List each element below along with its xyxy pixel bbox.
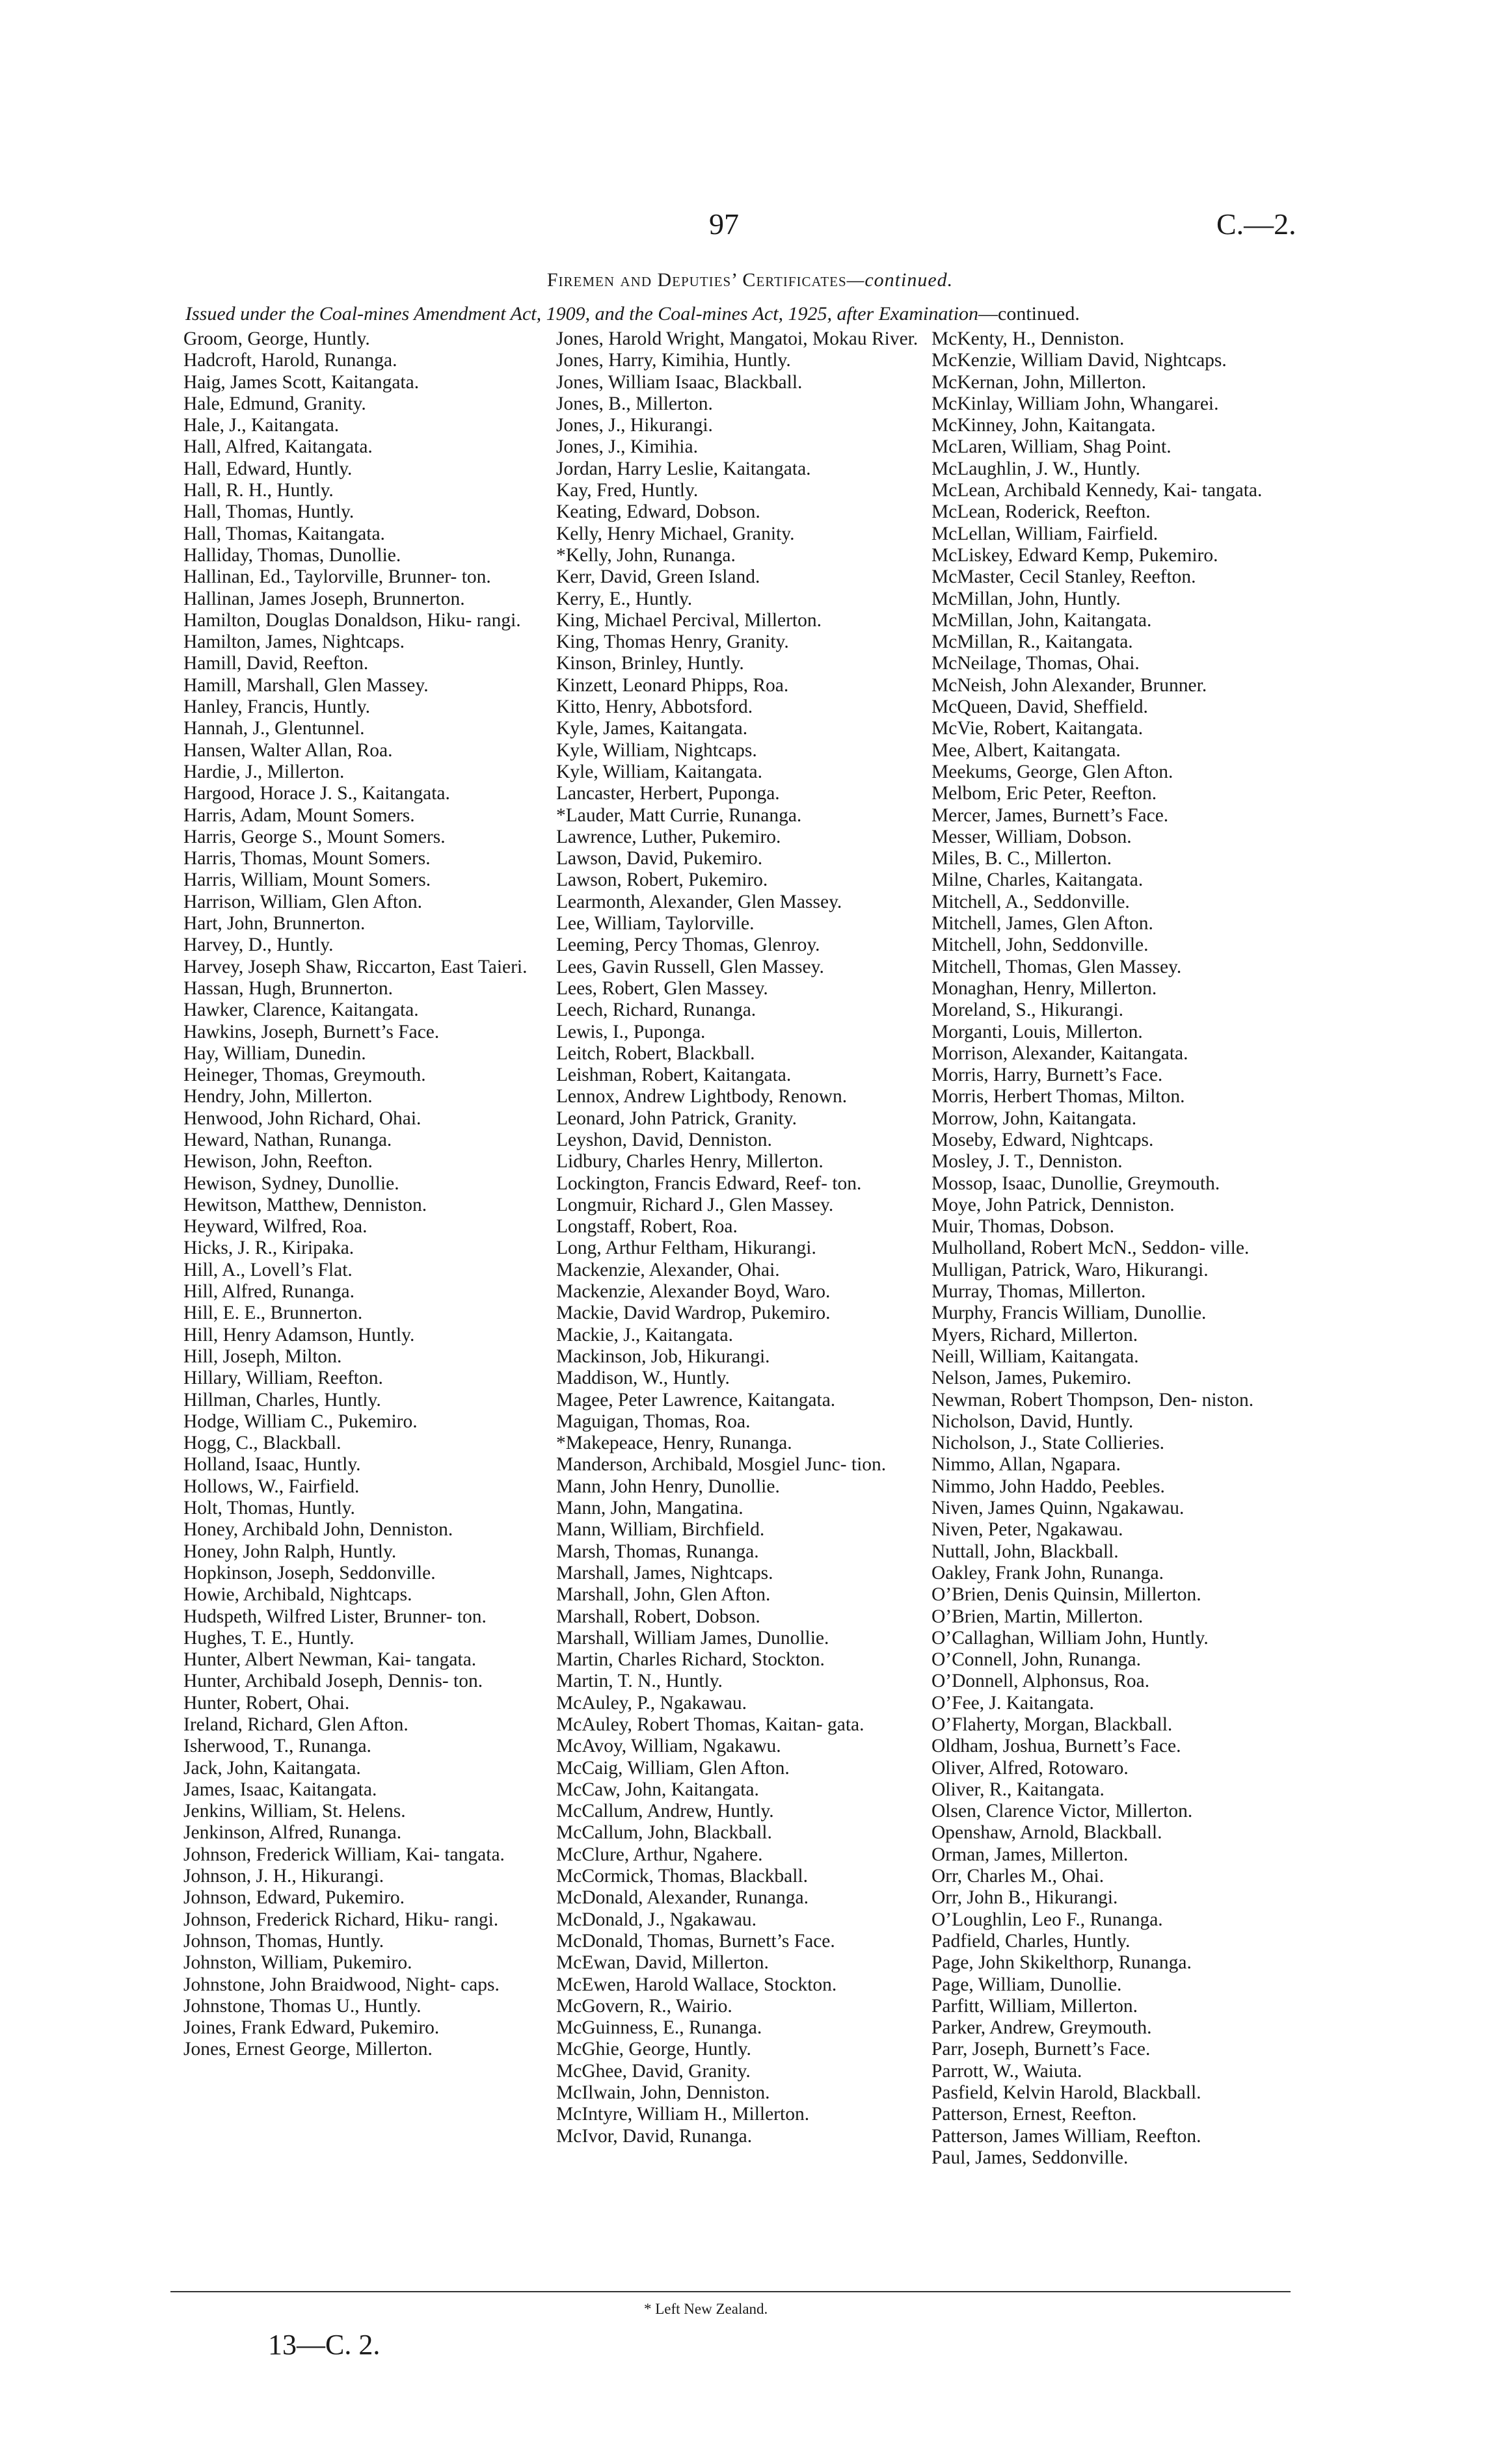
certificate-entry: McEwen, Harold Wallace, Stockton. [556, 1974, 837, 1995]
certificate-entry: Hopkinson, Joseph, Seddonville. [183, 1562, 436, 1583]
certificate-entry: Hewison, John, Reefton. [183, 1151, 373, 1172]
certificate-entry: Learmonth, Alexander, Glen Massey. [556, 891, 842, 912]
certificate-entry: McNeilage, Thomas, Ohai. [931, 653, 1140, 674]
certificate-entry: Hewison, Sydney, Dunollie. [183, 1172, 399, 1194]
certificate-entry: Hamill, David, Reefton. [183, 653, 369, 674]
section-title-main: Firemen and Deputies’ Certificates [546, 269, 847, 291]
certificate-entry: Hicks, J. R., Kiripaka. [183, 1238, 355, 1259]
certificate-entry: Olsen, Clarence Victor, Millerton. [931, 1801, 1193, 1822]
section-title-suffix: —continued. [846, 269, 954, 291]
certificate-entry: Hamill, Marshall, Glen Massey. [183, 674, 429, 696]
certificate-entry: McKenzie, William David, Nightcaps. [931, 350, 1227, 371]
certificate-entry: Miles, B. C., Millerton. [931, 848, 1112, 869]
certificate-entry: Jordan, Harry Leslie, Kaitangata. [556, 458, 811, 479]
certificate-entry: Jenkins, William, St. Helens. [183, 1801, 406, 1822]
certificate-entry: Hadcroft, Harold, Runanga. [183, 350, 397, 371]
certificate-entry: Oliver, Alfred, Rotowaro. [931, 1757, 1129, 1779]
certificate-entry: McLiskey, Edward Kemp, Pukemiro. [931, 544, 1218, 566]
certificate-entry: Monaghan, Henry, Millerton. [931, 977, 1157, 999]
certificate-entry: Mackenzie, Alexander Boyd, Waro. [556, 1281, 831, 1303]
certificate-entry: McClure, Arthur, Ngahere. [556, 1844, 763, 1865]
certificate-entry: Openshaw, Arnold, Blackball. [931, 1822, 1162, 1844]
certificate-entry: McDonald, Thomas, Burnett’s Face. [556, 1930, 835, 1952]
certificate-entry: Lancaster, Herbert, Puponga. [556, 783, 780, 804]
certificate-entry: Morganti, Louis, Millerton. [931, 1021, 1143, 1042]
certificate-entry: McKinney, John, Kaitangata. [931, 415, 1156, 436]
certificate-entry: Parrott, W., Waiuta. [931, 2060, 1082, 2082]
certificate-entry: Hale, J., Kaitangata. [183, 415, 340, 436]
certificate-entry: Harvey, D., Huntly. [183, 934, 334, 956]
certificate-entry: O’Callaghan, William John, Huntly. [931, 1627, 1209, 1649]
certificate-entry: Hunter, Albert Newman, Kai- tangata. [183, 1649, 477, 1671]
certificate-entry: Morris, Herbert Thomas, Milton. [931, 1086, 1185, 1107]
footnote-rule [170, 2291, 1291, 2292]
certificate-entry: Mackinson, Job, Hikurangi. [556, 1345, 770, 1367]
certificate-entry: McMaster, Cecil Stanley, Reefton. [931, 566, 1196, 588]
certificate-entry: McAuley, Robert Thomas, Kaitan- gata. [556, 1714, 864, 1735]
certificate-entry: Isherwood, T., Runanga. [183, 1736, 371, 1757]
certificate-entry: McDonald, J., Ngakawau. [556, 1909, 757, 1930]
certificate-entry: Lockington, Francis Edward, Reef- ton. [556, 1172, 862, 1194]
certificate-entry: Morris, Harry, Burnett’s Face. [931, 1065, 1163, 1086]
certificate-entry: Johnstone, John Braidwood, Night- caps. [183, 1974, 500, 1995]
certificate-entry: McKinlay, William John, Whangarei. [931, 393, 1219, 414]
certificate-entry: Johnson, Frederick Richard, Hiku- rangi. [183, 1909, 499, 1930]
certificate-entry: Hodge, William C., Pukemiro. [183, 1411, 418, 1432]
certificate-entry: Parker, Andrew, Greymouth. [931, 2017, 1152, 2039]
certificate-entry: Newman, Robert Thompson, Den- niston. [931, 1389, 1254, 1411]
certificate-entry: King, Thomas Henry, Granity. [556, 631, 789, 653]
certificate-entry: Hewitson, Matthew, Denniston. [183, 1194, 427, 1215]
certificate-entry: McVie, Robert, Kaitangata. [931, 718, 1144, 739]
certificate-entry: Niven, James Quinn, Ngakawau. [931, 1498, 1185, 1519]
certificate-entry: Nuttall, John, Blackball. [931, 1541, 1119, 1562]
certificate-entry: Hansen, Walter Allan, Roa. [183, 739, 393, 761]
certificate-entry: Meekums, George, Glen Afton. [931, 761, 1173, 782]
certificate-entry: Mann, William, Birchfield. [556, 1519, 765, 1541]
certificate-entry: King, Michael Percival, Millerton. [556, 609, 822, 631]
certificate-entry: McCaig, William, Glen Afton. [556, 1757, 790, 1779]
certificate-entry: James, Isaac, Kaitangata. [183, 1779, 377, 1800]
certificate-entry: Mackie, J., Kaitangata. [556, 1324, 733, 1345]
certificate-entry: Kay, Fred, Huntly. [556, 480, 699, 501]
certificate-entry: Hallinan, Ed., Taylorville, Brunner- ton. [183, 566, 491, 588]
certificate-entry: Leitch, Robert, Blackball. [556, 1042, 755, 1064]
certificate-entry: Hudspeth, Wilfred Lister, Brunner- ton. [183, 1606, 487, 1627]
certificate-entry: Hannah, J., Glentunnel. [183, 718, 365, 739]
certificate-entry: Ireland, Richard, Glen Afton. [183, 1714, 408, 1735]
certificate-entry: Parfitt, William, Millerton. [931, 1995, 1138, 2017]
certificate-entry: Marshall, John, Glen Afton. [556, 1584, 771, 1606]
certificate-entry: McIntyre, William H., Millerton. [556, 2104, 810, 2125]
certificate-entry: Halliday, Thomas, Dunollie. [183, 544, 401, 566]
certificate-entry: Longmuir, Richard J., Glen Massey. [556, 1194, 834, 1215]
certificate-entry: Orr, Charles M., Ohai. [931, 1866, 1105, 1887]
certificate-entry: Nelson, James, Pukemiro. [931, 1368, 1132, 1389]
certificate-entry: McKernan, John, Millerton. [931, 371, 1147, 393]
certificate-entry: Hall, Alfred, Kaitangata. [183, 436, 373, 458]
certificate-entry: Moye, John Patrick, Denniston. [931, 1194, 1175, 1215]
certificate-entry: Nimmo, Allan, Ngapara. [931, 1454, 1121, 1476]
certificate-entry: Muir, Thomas, Dobson. [931, 1216, 1114, 1238]
certificate-entry: Hanley, Francis, Huntly. [183, 696, 371, 718]
sheet-mark: 13—C. 2. [268, 2329, 381, 2361]
certificate-entry: Hall, Thomas, Kaitangata. [183, 523, 385, 544]
certificate-entry: Messer, William, Dobson. [931, 826, 1132, 847]
certificate-entry: Hillman, Charles, Huntly. [183, 1389, 381, 1411]
certificate-entry: Hillary, William, Reefton. [183, 1368, 383, 1389]
certificate-entry: *Makepeace, Henry, Runanga. [556, 1433, 792, 1454]
certificate-entry: Morrow, John, Kaitangata. [931, 1107, 1137, 1129]
certificate-entry: Kyle, James, Kaitangata. [556, 718, 748, 739]
certificate-entry: Hallinan, James Joseph, Brunnerton. [183, 588, 465, 609]
certificate-entry: Jones, B., Millerton. [556, 393, 713, 414]
certificate-entry: Heward, Nathan, Runanga. [183, 1129, 392, 1150]
certificate-entry: Martin, Charles Richard, Stockton. [556, 1649, 825, 1671]
section-title [0, 269, 1500, 291]
certificate-entry: Leishman, Robert, Kaitangata. [556, 1065, 792, 1086]
certificate-entry: Jenkinson, Alfred, Runanga. [183, 1822, 402, 1844]
certificate-entry: Milne, Charles, Kaitangata. [931, 869, 1144, 891]
certificate-entry: Murray, Thomas, Millerton. [931, 1281, 1146, 1303]
certificate-entry: Nimmo, John Haddo, Peebles. [931, 1476, 1165, 1497]
certificate-entry: Hill, E. E., Brunnerton. [183, 1303, 363, 1324]
certificate-entry: Leech, Richard, Runanga. [556, 1000, 757, 1021]
certificate-entry: Myers, Richard, Millerton. [931, 1324, 1138, 1345]
certificate-entry: Mee, Albert, Kaitangata. [931, 739, 1121, 761]
certificate-entry: Mosley, J. T., Denniston. [931, 1151, 1123, 1172]
certificate-entry: Honey, John Ralph, Huntly. [183, 1541, 397, 1562]
certificate-entry: Hall, R. H., Huntly. [183, 480, 334, 501]
certificate-entry: Harrison, William, Glen Afton. [183, 891, 422, 912]
certificate-entry: O’Fee, J. Kaitangata. [931, 1692, 1094, 1714]
certificate-entry: Hall, Edward, Huntly. [183, 458, 353, 479]
certificate-entry: Hill, A., Lovell’s Flat. [183, 1259, 353, 1280]
certificate-entry: Lee, William, Taylorville. [556, 913, 755, 934]
certificate-entry: Patterson, James William, Reefton. [931, 2125, 1201, 2147]
certificate-entry: Hunter, Archibald Joseph, Dennis- ton. [183, 1671, 483, 1692]
certificate-entry: Jack, John, Kaitangata. [183, 1757, 361, 1779]
certificate-entry: Nicholson, J., State Collieries. [931, 1433, 1165, 1454]
certificate-entry: Kyle, William, Kaitangata. [556, 761, 762, 782]
certificate-entry: McLean, Archibald Kennedy, Kai- tangata. [931, 480, 1263, 501]
certificate-entry: O’Brien, Denis Quinsin, Millerton. [931, 1584, 1201, 1606]
certificate-entry: Hawkins, Joseph, Burnett’s Face. [183, 1021, 440, 1042]
certificate-entry: McQueen, David, Sheffield. [931, 696, 1148, 718]
certificate-entry: Mitchell, Thomas, Glen Massey. [931, 956, 1182, 977]
certificate-entry: McLean, Roderick, Reefton. [931, 501, 1151, 523]
certificate-entry: Lawson, Robert, Pukemiro. [556, 869, 768, 891]
certificate-entry: Lawrence, Luther, Pukemiro. [556, 826, 781, 847]
certificate-entry: McGhee, David, Granity. [556, 2060, 751, 2082]
certificate-entry: Mulligan, Patrick, Waro, Hikurangi. [931, 1259, 1209, 1280]
certificate-entry: Mitchell, James, Glen Afton. [931, 913, 1153, 934]
certificate-entry: Page, John Skikelthorp, Runanga. [931, 1952, 1192, 1974]
certificate-entry: Hawker, Clarence, Kaitangata. [183, 1000, 419, 1021]
certificate-entry: Moreland, S., Hikurangi. [931, 1000, 1123, 1021]
certificate-entry: McMillan, John, Kaitangata. [931, 609, 1152, 631]
footnote: * Left New Zealand. [644, 2301, 768, 2317]
certificate-entry: Jones, William Isaac, Blackball. [556, 371, 803, 393]
certificate-entry: Harris, Thomas, Mount Somers. [183, 848, 431, 869]
certificate-entry: Harris, George S., Mount Somers. [183, 826, 446, 847]
certificate-entry: Murphy, Francis William, Dunollie. [931, 1303, 1207, 1324]
certificate-entry: Holt, Thomas, Huntly. [183, 1498, 355, 1519]
certificate-entry: Melbom, Eric Peter, Reefton. [931, 783, 1157, 804]
certificate-entry: Orr, John B., Hikurangi. [931, 1887, 1118, 1909]
certificate-entry: Hassan, Hugh, Brunnerton. [183, 977, 393, 999]
certificate-entry: Jones, J., Hikurangi. [556, 415, 713, 436]
certificate-entry: Heineger, Thomas, Greymouth. [183, 1065, 426, 1086]
certificate-entry: Howie, Archibald, Nightcaps. [183, 1584, 412, 1606]
certificate-entry: Lewis, I., Puponga. [556, 1021, 706, 1042]
certificate-entry: Hogg, C., Blackball. [183, 1433, 342, 1454]
certificate-entry: Hart, John, Brunnerton. [183, 913, 366, 934]
section-subtitle-text: Issued under the Coal-mines Amendment Act, 1909, and the Coal-mines Act, 1925, after Examination [185, 303, 979, 325]
certificate-entry: McLellan, William, Fairfield. [931, 523, 1158, 544]
certificate-entry: Martin, T. N., Huntly. [556, 1671, 723, 1692]
certificate-entry: Leyshon, David, Denniston. [556, 1129, 772, 1150]
name-column-3 [931, 328, 1309, 2169]
certificate-entry: Mackenzie, Alexander, Ohai. [556, 1259, 780, 1280]
certificate-entry: Marshall, Robert, Dobson. [556, 1606, 760, 1627]
certificate-entry: McGovern, R., Wairio. [556, 1995, 732, 2017]
certificate-entry: Mitchell, John, Seddonville. [931, 934, 1149, 956]
certificate-entry: Niven, Peter, Ngakawau. [931, 1519, 1123, 1541]
certificate-entry: Mitchell, A., Seddonville. [931, 891, 1130, 912]
certificate-entry: Hamilton, James, Nightcaps. [183, 631, 405, 653]
certificate-entry: Oakley, Frank John, Runanga. [931, 1562, 1164, 1583]
certificate-entry: Hill, Alfred, Runanga. [183, 1281, 355, 1303]
certificate-entry: Longstaff, Robert, Roa. [556, 1216, 738, 1238]
certificate-entry: Lees, Gavin Russell, Glen Massey. [556, 956, 824, 977]
certificate-entry: Oliver, R., Kaitangata. [931, 1779, 1105, 1800]
certificate-entry: McKenty, H., Denniston. [931, 328, 1125, 349]
certificate-entry: Marsh, Thomas, Runanga. [556, 1541, 759, 1562]
certificate-entry: McEwan, David, Millerton. [556, 1952, 769, 1974]
certificate-entry: Paul, James, Seddonville. [931, 2147, 1129, 2168]
certificate-entry: Moseby, Edward, Nightcaps. [931, 1129, 1154, 1150]
certificate-entry: Jones, Harry, Kimihia, Huntly. [556, 350, 791, 371]
certificate-entry: Johnson, Edward, Pukemiro. [183, 1887, 405, 1909]
certificate-entry: Parr, Joseph, Burnett’s Face. [931, 2039, 1151, 2060]
certificate-entry: Nicholson, David, Huntly. [931, 1411, 1134, 1432]
name-column-1 [183, 328, 541, 2061]
certificate-entry: O’Connell, John, Runanga. [931, 1649, 1142, 1671]
certificate-entry: Kerr, David, Green Island. [556, 566, 760, 588]
certificate-entry: McCormick, Thomas, Blackball. [556, 1866, 808, 1887]
certificate-entry: Kyle, William, Nightcaps. [556, 739, 757, 761]
certificate-entry: Maguigan, Thomas, Roa. [556, 1411, 751, 1432]
certificate-entry: Harris, Adam, Mount Somers. [183, 804, 415, 826]
certificate-entry: Johnson, J. H., Hikurangi. [183, 1866, 384, 1887]
section-subtitle [185, 303, 1080, 325]
certificate-entry: Leonard, John Patrick, Granity. [556, 1107, 797, 1129]
certificate-entry: McNeish, John Alexander, Brunner. [931, 674, 1207, 696]
certificate-entry: Hunter, Robert, Ohai. [183, 1692, 350, 1714]
certificate-entry: Hale, Edmund, Granity. [183, 393, 366, 414]
certificate-entry: *Kelly, John, Runanga. [556, 544, 736, 566]
certificate-entry: Magee, Peter Lawrence, Kaitangata. [556, 1389, 836, 1411]
certificate-entry: Long, Arthur Feltham, Hikurangi. [556, 1238, 816, 1259]
certificate-entry: McAuley, P., Ngakawau. [556, 1692, 747, 1714]
certificate-entry: Hamilton, Douglas Donaldson, Hiku- rangi. [183, 609, 521, 631]
certificate-entry: Mann, John, Mangatina. [556, 1498, 743, 1519]
certificate-entry: McLaren, William, Shag Point. [931, 436, 1172, 458]
certificate-entry: Jones, Harold Wright, Mangatoi, Mokau River. [556, 328, 918, 349]
certificate-entry: Hendry, John, Millerton. [183, 1086, 373, 1107]
certificate-entry: McGhie, George, Huntly. [556, 2039, 751, 2060]
certificate-entry: Johnson, Thomas, Huntly. [183, 1930, 384, 1952]
certificate-entry: Mackie, David Wardrop, Pukemiro. [556, 1303, 831, 1324]
certificate-entry: Kitto, Henry, Abbotsford. [556, 696, 753, 718]
certificate-entry: O’Donnell, Alphonsus, Roa. [931, 1671, 1150, 1692]
certificate-entry: Hay, William, Dunedin. [183, 1042, 366, 1064]
certificate-entry: Lees, Robert, Glen Massey. [556, 977, 768, 999]
certificate-entry: Hughes, T. E., Huntly. [183, 1627, 355, 1649]
certificate-entry: Hall, Thomas, Huntly. [183, 501, 355, 523]
certificate-entry: Jones, J., Kimihia. [556, 436, 698, 458]
certificate-entry: Morrison, Alexander, Kaitangata. [931, 1042, 1188, 1064]
certificate-entry: O’Brien, Martin, Millerton. [931, 1606, 1144, 1627]
certificate-entry: McCaw, John, Kaitangata. [556, 1779, 759, 1800]
certificate-entry: Manderson, Archibald, Mosgiel Junc- tion. [556, 1454, 887, 1476]
certificate-entry: Neill, William, Kaitangata. [931, 1345, 1139, 1367]
certificate-entry: McCallum, John, Blackball. [556, 1822, 772, 1844]
certificate-entry: Haig, James Scott, Kaitangata. [183, 371, 420, 393]
certificate-entry: Lawson, David, Pukemiro. [556, 848, 763, 869]
certificate-entry: Hardie, J., Millerton. [183, 761, 345, 782]
certificate-entry: Jones, Ernest George, Millerton. [183, 2039, 433, 2060]
certificate-entry: Kerry, E., Huntly. [556, 588, 693, 609]
certificate-entry: Page, William, Dunollie. [931, 1974, 1122, 1995]
certificate-entry: Hollows, W., Fairfield. [183, 1476, 360, 1497]
name-column-2 [556, 328, 920, 2147]
certificate-entry: Honey, Archibald John, Denniston. [183, 1519, 453, 1541]
certificate-entry: Mulholland, Robert McN., Seddon- ville. [931, 1238, 1250, 1259]
certificate-entry: McIlwain, John, Denniston. [556, 2082, 770, 2104]
certificate-entry: Hill, Joseph, Milton. [183, 1345, 342, 1367]
certificate-entry: McAvoy, William, Ngakawu. [556, 1736, 781, 1757]
certificate-entry: O’Loughlin, Leo F., Runanga. [931, 1909, 1163, 1930]
certificate-entry: McMillan, John, Huntly. [931, 588, 1121, 609]
certificate-entry: McGuinness, E., Runanga. [556, 2017, 762, 2039]
section-subtitle-suffix: —continued. [978, 303, 1080, 325]
certificate-entry: Mann, John Henry, Dunollie. [556, 1476, 780, 1497]
certificate-entry: Lennox, Andrew Lightbody, Renown. [556, 1086, 848, 1107]
certificate-entry: Kelly, Henry Michael, Granity. [556, 523, 795, 544]
certificate-entry: Mercer, James, Burnett’s Face. [931, 804, 1169, 826]
certificate-entry: McLaughlin, J. W., Huntly. [931, 458, 1140, 479]
certificate-entry: Pasfield, Kelvin Harold, Blackball. [931, 2082, 1201, 2104]
certificate-entry: Kinzett, Leonard Phipps, Roa. [556, 674, 789, 696]
certificate-entry: Johnstone, Thomas U., Huntly. [183, 1995, 422, 2017]
certificate-entry: Hargood, Horace J. S., Kaitangata. [183, 783, 450, 804]
certificate-entry: *Lauder, Matt Currie, Runanga. [556, 804, 802, 826]
certificate-entry: Oldham, Joshua, Burnett’s Face. [931, 1736, 1181, 1757]
certificate-entry: O’Flaherty, Morgan, Blackball. [931, 1714, 1173, 1735]
certificate-entry: Patterson, Ernest, Reefton. [931, 2104, 1137, 2125]
certificate-entry: Leeming, Percy Thomas, Glenroy. [556, 934, 820, 956]
certificate-entry: McCallum, Andrew, Huntly. [556, 1801, 774, 1822]
certificate-entry: Keating, Edward, Dobson. [556, 501, 760, 523]
certificate-entry: Hill, Henry Adamson, Huntly. [183, 1324, 415, 1345]
certificate-entry: Johnston, William, Pukemiro. [183, 1952, 412, 1974]
certificate-entry: Marshall, William James, Dunollie. [556, 1627, 829, 1649]
certificate-entry: Harvey, Joseph Shaw, Riccarton, East Taieri. [183, 956, 528, 977]
certificate-entry: Harris, William, Mount Somers. [183, 869, 431, 891]
certificate-entry: McMillan, R., Kaitangata. [931, 631, 1133, 653]
certificate-entry: Heyward, Wilfred, Roa. [183, 1216, 368, 1238]
document-reference: C.—2. [1216, 207, 1296, 241]
certificate-entry: Mossop, Isaac, Dunollie, Greymouth. [931, 1172, 1220, 1194]
certificate-entry: Lidbury, Charles Henry, Millerton. [556, 1151, 824, 1172]
certificate-entry: Joines, Frank Edward, Pukemiro. [183, 2017, 440, 2039]
certificate-entry: Maddison, W., Huntly. [556, 1368, 730, 1389]
certificate-entry: Marshall, James, Nightcaps. [556, 1562, 773, 1583]
certificate-entry: Orman, James, Millerton. [931, 1844, 1129, 1865]
certificate-entry: McIvor, David, Runanga. [556, 2125, 753, 2147]
certificate-entry: Padfield, Charles, Huntly. [931, 1930, 1131, 1952]
certificate-entry: McDonald, Alexander, Runanga. [556, 1887, 809, 1909]
page-number: 97 [709, 207, 739, 241]
certificate-entry: Kinson, Brinley, Huntly. [556, 653, 744, 674]
certificate-entry: Henwood, John Richard, Ohai. [183, 1107, 422, 1129]
certificate-entry: Johnson, Frederick William, Kai- tangata. [183, 1844, 505, 1865]
certificate-entry: Groom, George, Huntly. [183, 328, 370, 349]
certificate-entry: Holland, Isaac, Huntly. [183, 1454, 361, 1476]
